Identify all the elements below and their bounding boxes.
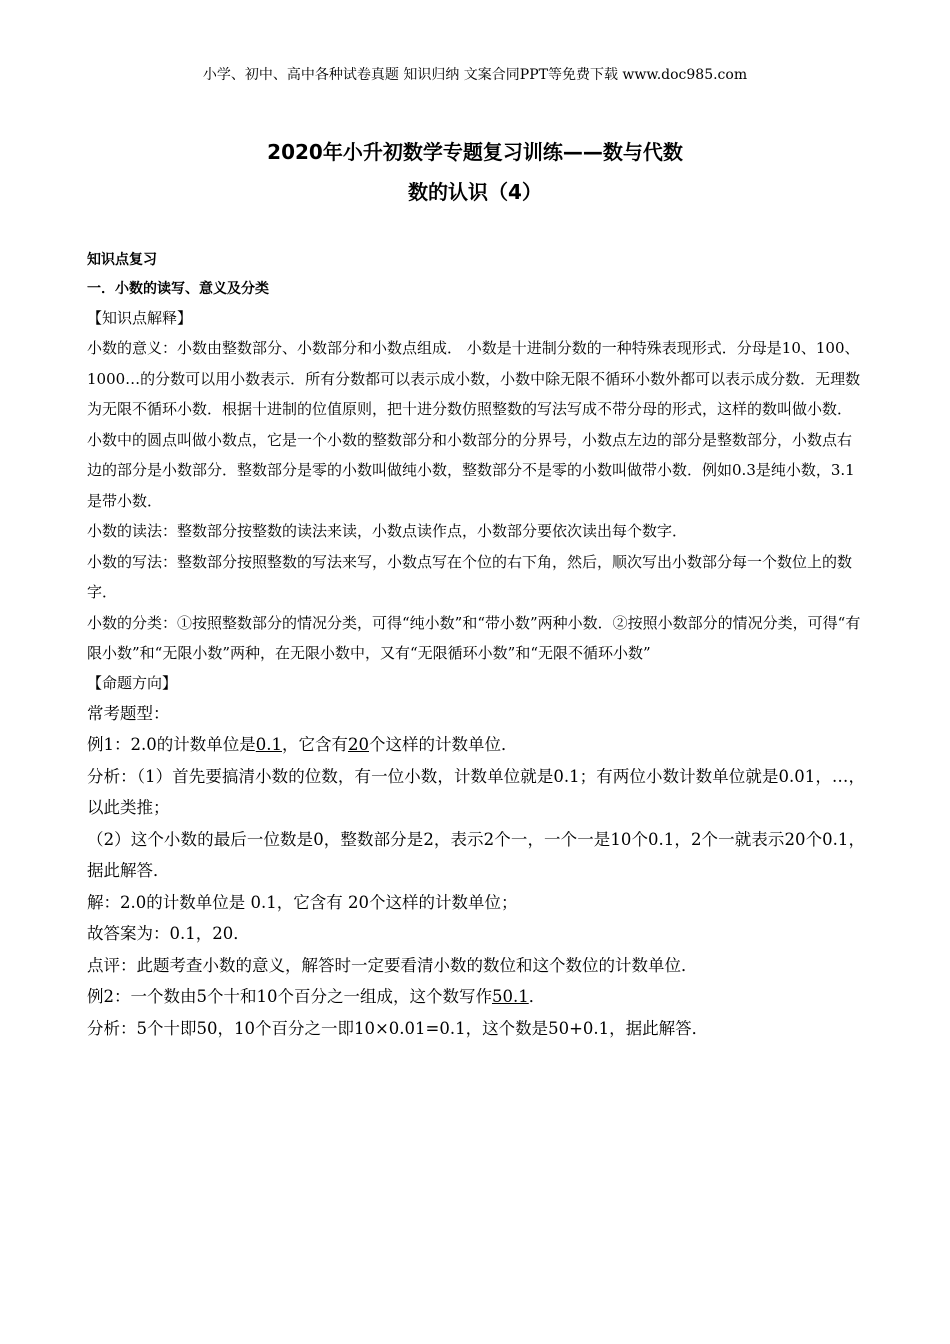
document-title: 2020年小升初数学专题复习训练——数与代数 xyxy=(267,140,683,164)
example-2-text-pre: 例2：一个数由5个十和10个百分之一组成，这个数写作 xyxy=(87,987,492,1006)
section-heading: 知识点复习 xyxy=(87,252,157,268)
example-1-text-mid: ，它含有 xyxy=(282,735,348,754)
example-1-answer-count: 20 xyxy=(348,735,369,754)
example-2-text-post: ． xyxy=(528,987,546,1006)
example-1-text-pre: 例1：2.0的计数单位是 xyxy=(87,735,256,754)
example-2-question xyxy=(87,981,865,1013)
paragraph-decimal-meaning: 小数的意义：小数由整数部分、小数部分和小数点组成． 小数是十进制分数的一种特殊表现形式．分母是10、100、1000…的分数可以用小数表示．所有分数都可以表示成小数，小数中除无限不循环小数外都可以表示成分数．无理数为无限不循环小数．根据十进制的位值原则，把十进分数仿照整数的写法写成不带分母的形式，这样的数叫做小数．小数中的圆点叫做小数点，它是一个小数的整数部分和小数部分的分界号，小数点左边的部分是整数部分，小数点右边的部分是小数部分．整数部分是零的小数叫做纯小数，整数部分不是零的小数叫做带小数．例如0.3是纯小数，3.1是带小数． xyxy=(87,339,861,510)
example-2-analysis: 分析：5个十即50，10个百分之一即10×0.01=0.1，这个数是50+0.1，据此解答． xyxy=(87,1018,709,1038)
example-1-answer-unit: 0.1 xyxy=(255,735,282,754)
document-subtitle: 数的认识（4） xyxy=(408,180,542,204)
example-1-solution: 解：2.0的计数单位是 0.1，它含有 20个这样的计数单位； xyxy=(87,892,518,912)
knowledge-point-label: 【知识点解释】 xyxy=(87,309,193,327)
example-1-comment: 点评：此题考查小数的意义，解答时一定要看清小数的数位和这个数位的计数单位． xyxy=(87,955,698,975)
example-1-question xyxy=(87,729,865,761)
direction-label: 【命题方向】 xyxy=(87,673,178,692)
example-1-text-post: 个这样的计数单位． xyxy=(369,735,518,754)
example-1-analysis-2: （2）这个小数的最后一位数是0，整数部分是2，表示2个一，一个一是10个0.1，2个一就表示20个0.1，据此解答． xyxy=(87,829,865,880)
page-header: 小学、初中、高中各种试卷真题 知识归纳 文案合同PPT等免费下载 www.doc985.com xyxy=(202,67,748,83)
example-1-answer: 故答案为：0.1，20． xyxy=(87,924,250,943)
subsection-heading: 一．小数的读写、意义及分类 xyxy=(87,281,269,297)
document-body xyxy=(87,246,865,1044)
common-types-label: 常考题型： xyxy=(87,703,170,723)
paragraph-decimal-writing: 小数的写法：整数部分按照整数的写法来写，小数点写在个位的右下角，然后，顺次写出小数部分每一个数位上的数字． xyxy=(87,552,853,601)
example-1-analysis-1: 分析：（1）首先要搞清小数的位数，有一位小数，计数单位就是0.1；有两位小数计数单位就是0.01，…，以此类推； xyxy=(87,766,865,817)
paragraph-decimal-reading: 小数的读法：整数部分按整数的读法来读，小数点读作点，小数部分要依次读出每个数字． xyxy=(87,522,688,540)
paragraph-decimal-classification: 小数的分类：①按照整数部分的情况分类，可得“纯小数”和“带小数”两种小数．②按照小数部分的情况分类，可得“有限小数”和“无限小数”两种，在无限小数中，又有“无限循环小数”和“无限不循环小数” xyxy=(87,613,861,662)
example-2-answer: 50.1 xyxy=(492,987,529,1006)
